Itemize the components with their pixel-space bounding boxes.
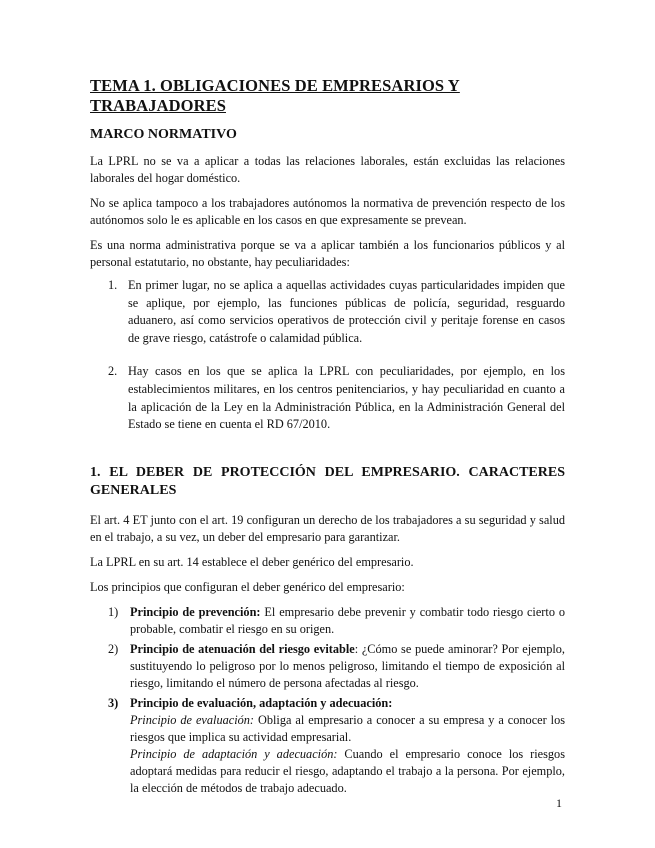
list-number: 2) bbox=[108, 641, 119, 656]
sub-principle-text: Cuando el empresario conoce los riesgos adoptará medidas para reducir el riesgo, adaptando el trabajo a la persona. Por ejemplo, la elección de métodos de trabajo adecuado. bbox=[130, 746, 565, 795]
list-item bbox=[90, 277, 565, 347]
list-number: 1. bbox=[108, 278, 118, 292]
paragraph: El art. 4 ET junto con el art. 19 configuran un derecho de los trabajadores a su seguridad y salud en el trabajo, a su vez, un deber del empresario para garantizar. bbox=[90, 512, 565, 544]
page-content bbox=[90, 76, 565, 800]
principle-text: El empresario debe prevenir y combatir todo riesgo cierto o probable, combatir el riesgo en su origen. bbox=[130, 604, 566, 636]
document-title: TEMA 1. OBLIGACIONES DE EMPRESARIOS Y TRABAJADORES bbox=[90, 76, 460, 115]
principle-item bbox=[90, 604, 565, 638]
list-number: 3) bbox=[108, 695, 119, 710]
principle-item bbox=[90, 695, 565, 797]
list-item-text: Hay casos en los que se aplica la LPRL con peculiaridades, por ejemplo, en los establecimientos militares, en los centros penitenciarios, y hay peculiaridad en cuanto a la aplicación de la Ley en la Administración Pública, en la Administración General del Estado se tiene en cuenta el RD 67/2010. bbox=[128, 364, 565, 432]
section-heading: 1. EL DEBER DE PROTECCIÓN DEL EMPRESARIO. CARACTERES GENERALES bbox=[90, 464, 565, 498]
section-subtitle: MARCO NORMATIVO bbox=[90, 127, 237, 142]
paragraph: Los principios que configuran el deber genérico del empresario: bbox=[90, 579, 405, 594]
sub-principle-label: Principio de evaluación: bbox=[130, 712, 255, 727]
principle-item bbox=[90, 641, 565, 692]
sub-principle-label: Principio de adaptación y adecuación: bbox=[130, 746, 338, 761]
principle-text: : ¿Cómo se puede aminorar? Por ejemplo, sustituyendo lo peligroso por lo menos peligroso, limitando el tiempo de exposición al riesgo, limitando el número de persona afectadas al riesgo. bbox=[130, 641, 565, 690]
paragraph: La LPRL en su art. 14 establece el deber genérico del empresario. bbox=[90, 554, 414, 569]
paragraph: La LPRL no se va a aplicar a todas las relaciones laborales, están excluidas las relaciones laborales del hogar doméstico. bbox=[90, 154, 565, 185]
peculiarities-list bbox=[90, 277, 565, 434]
list-item bbox=[90, 363, 565, 433]
sub-principle-text: Obliga al empresario a conocer a su empresa y a conocer los riesgos que implica su actividad empresarial. bbox=[130, 712, 566, 744]
paragraph: Es una norma administrativa porque se va a aplicar también a los funcionarios públicos y al personal estatutario, no obstante, hay peculiaridades: bbox=[90, 238, 565, 269]
page-number: 1 bbox=[556, 796, 562, 810]
list-number: 2. bbox=[108, 364, 118, 379]
list-number: 1) bbox=[108, 604, 119, 619]
principles-list bbox=[90, 604, 565, 797]
principle-label: Principio de atenuación del riesgo evitable bbox=[130, 641, 355, 656]
principle-label: Principio de prevención: bbox=[130, 604, 261, 619]
list-item-text: En primer lugar, no se aplica a aquellas actividades cuyas particularidades impiden que se aplique, por ejemplo, las funciones públicas de policía, seguridad, resguardo aduanero, así como servicios operativos de protección civil y peritaje forense en casos de grave riesgo, catástrofe o calamidad pública. bbox=[128, 278, 565, 345]
paragraph: No se aplica tampoco a los trabajadores autónomos la normativa de prevención respecto de los autónomos solo le es aplicable en los casos en que expresamente se prevean. bbox=[90, 196, 565, 227]
principle-label: Principio de evaluación, adaptación y adecuación: bbox=[130, 695, 393, 710]
